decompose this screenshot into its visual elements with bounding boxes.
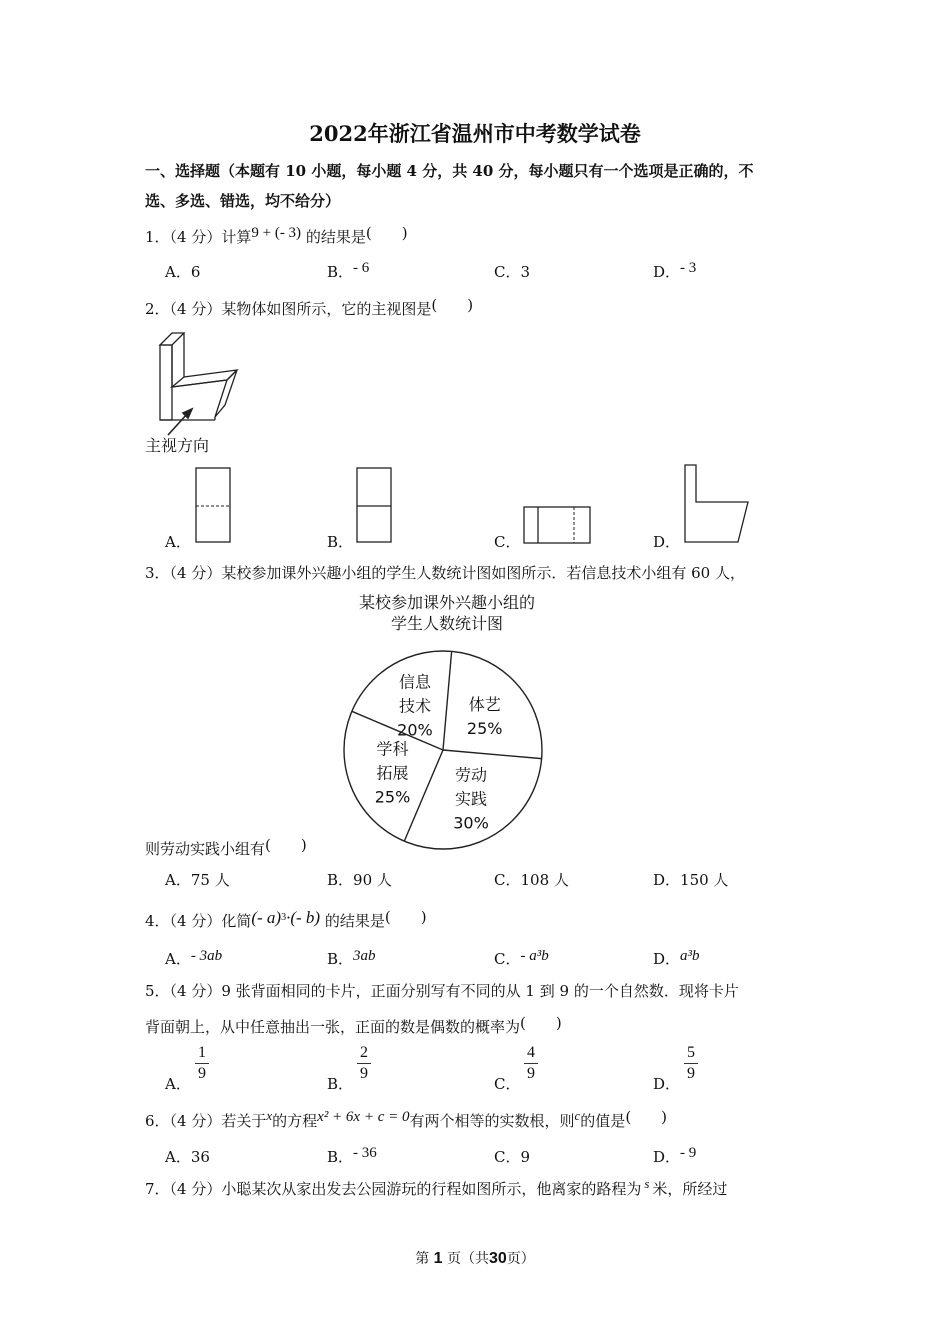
q5-option-c-fraction xyxy=(524,1044,538,1083)
pie-slice-percent: 20% xyxy=(397,720,433,740)
option-a-view-figure xyxy=(194,466,234,546)
option-value: 90 人 xyxy=(353,871,392,889)
q6-option-c[interactable] xyxy=(494,1146,530,1167)
question-5-line2: 背面朝上，从中任意抽出一张，正面的数是偶数的概率为 xyxy=(145,1018,521,1036)
object-3d-figure xyxy=(140,325,260,465)
q3-option-c[interactable] xyxy=(494,869,569,890)
question-1-suffix: 的结果是 xyxy=(305,228,366,246)
option-label: D． xyxy=(653,533,681,551)
pie-slice-label: 信息 xyxy=(398,672,431,692)
q3-option-b[interactable] xyxy=(327,869,392,890)
option-label: D． xyxy=(653,263,681,281)
q6-option-d[interactable] xyxy=(653,1146,696,1167)
numerator: 1 xyxy=(198,1044,206,1061)
numerator: 2 xyxy=(360,1044,368,1061)
question-6-equation: x² + 6x + c = 0 xyxy=(317,1109,410,1125)
option-value: 3 xyxy=(520,263,531,281)
chart-title-line2: 学生人数统计图 xyxy=(390,614,504,633)
option-d-view-figure xyxy=(682,462,752,546)
denominator: 9 xyxy=(198,1065,206,1082)
q4-option-c[interactable] xyxy=(494,948,549,969)
pie-slice-label: 技术 xyxy=(398,696,431,716)
question-7-suffix: 米，所经过 xyxy=(652,1180,728,1198)
section-heading-line2: 选、多选、错选，均不给分） xyxy=(145,192,341,210)
option-label: A． xyxy=(165,263,191,281)
variable-s: s xyxy=(644,1176,650,1191)
question-6-suffix: 的值是 xyxy=(580,1112,626,1130)
numerator: 5 xyxy=(687,1044,695,1061)
page-title: 2022年浙江省温州市中考数学试卷 xyxy=(309,121,641,146)
option-value: - 36 xyxy=(353,1145,377,1161)
answer-paren: ( ) xyxy=(265,836,307,854)
question-4 xyxy=(145,910,431,931)
q4-option-a[interactable] xyxy=(165,948,222,969)
option-value: 3ab xyxy=(353,948,376,964)
section-heading-line1: 一、选择题（本题有 10 小题，每小题 4 分，共 40 分，每小题只有一个选项是正确的，不 xyxy=(145,162,754,180)
question-4-exponent: 3 xyxy=(281,912,287,923)
q1-option-a[interactable] xyxy=(165,261,200,282)
option-label: B． xyxy=(327,533,354,551)
q1-option-c[interactable] xyxy=(494,261,530,282)
question-3 xyxy=(145,838,311,859)
q2-option-d[interactable] xyxy=(653,531,680,552)
question-4-expr-b: ·(- b) xyxy=(286,908,321,927)
option-label: D． xyxy=(653,871,681,889)
q1-option-d[interactable] xyxy=(653,261,696,282)
option-label: B． xyxy=(327,871,354,889)
question-1 xyxy=(145,226,412,247)
pie-slice-label: 实践 xyxy=(455,789,488,809)
question-4-prefix: 4．（4 分）化简 xyxy=(145,912,252,930)
q2-option-c[interactable] xyxy=(494,531,520,552)
option-value: - 3 xyxy=(680,260,697,276)
footer-pre: 第 xyxy=(415,1251,430,1267)
question-5 xyxy=(145,1016,566,1037)
q3-option-a[interactable] xyxy=(165,869,230,890)
question-2 xyxy=(145,298,477,319)
numerator: 4 xyxy=(527,1044,535,1061)
option-value: - 9 xyxy=(680,1145,697,1161)
option-value: - 6 xyxy=(353,260,370,276)
question-3-text2: 则劳动实践小组有 xyxy=(145,840,266,858)
denominator: 9 xyxy=(687,1065,695,1082)
option-label: D． xyxy=(653,1148,681,1166)
option-value: 9 xyxy=(520,1148,531,1166)
option-value: 150 人 xyxy=(680,871,729,889)
footer-total-pages: 30 xyxy=(489,1250,507,1267)
q5-option-b-fraction xyxy=(357,1044,371,1083)
pie-slice-percent: 30% xyxy=(453,813,489,833)
question-5-line1: 5．（4 分）9 张背面相同的卡片，正面分别写有不同的从 1 到 9 的一个自然数．现将卡片 xyxy=(145,982,739,1000)
question-6 xyxy=(145,1110,671,1131)
answer-paren: ( ) xyxy=(384,908,427,926)
question-2-text: 2．（4 分）某物体如图所示，它的主视图是 xyxy=(145,300,432,318)
option-label: C． xyxy=(494,263,521,281)
pie-slice-label: 体艺 xyxy=(468,695,501,715)
question-6-prefix: 6．（4 分）若关于 xyxy=(145,1112,267,1130)
pie-slice-percent: 25% xyxy=(466,719,503,739)
option-value: a³b xyxy=(680,948,700,964)
denominator: 9 xyxy=(360,1065,368,1082)
q4-option-b[interactable] xyxy=(327,948,376,969)
option-value: 6 xyxy=(190,263,201,281)
answer-paren: ( ) xyxy=(365,224,408,242)
option-value: 36 xyxy=(190,1148,210,1166)
answer-paren: ( ) xyxy=(625,1108,668,1126)
view-direction-caption: 主视方向 xyxy=(145,436,210,455)
q5-option-a-fraction xyxy=(195,1044,209,1083)
q1-option-b[interactable] xyxy=(327,261,369,282)
option-label: A． xyxy=(165,1148,191,1166)
option-label: A． xyxy=(165,950,191,968)
question-3-line1: 3．（4 分）某校参加课外兴趣小组的学生人数统计图如图所示．若信息技术小组有 60 人， xyxy=(145,564,745,582)
q6-option-b[interactable] xyxy=(327,1146,377,1167)
answer-paren: ( ) xyxy=(431,296,474,314)
q5-option-d-fraction xyxy=(684,1044,698,1083)
option-value: 75 人 xyxy=(190,871,230,889)
question-6-mid1: 的方程 xyxy=(272,1112,318,1130)
footer-page-number: 1 xyxy=(433,1250,443,1267)
footer-mid: 页（共 xyxy=(447,1251,489,1267)
page-footer xyxy=(0,1248,950,1268)
q2-option-b[interactable] xyxy=(327,531,353,552)
variable-c: c xyxy=(574,1108,581,1123)
chart-title-line1: 某校参加课外兴趣小组的 xyxy=(358,593,536,612)
answer-paren: ( ) xyxy=(520,1014,562,1032)
q4-option-d[interactable] xyxy=(653,948,700,969)
option-label: B． xyxy=(327,263,354,281)
question-7 xyxy=(145,1178,727,1199)
option-value: - 3ab xyxy=(190,948,223,964)
option-b-view-figure xyxy=(355,466,395,546)
q5-option-d-label[interactable]: D． xyxy=(653,1075,681,1093)
option-label: A． xyxy=(165,533,191,551)
option-label: A． xyxy=(165,871,191,889)
q3-option-d[interactable] xyxy=(653,869,728,890)
variable-x: x xyxy=(266,1108,273,1123)
pie-slice-label: 劳动 xyxy=(455,765,488,785)
option-label: B． xyxy=(327,950,354,968)
q5-option-c-label[interactable]: C． xyxy=(494,1075,521,1093)
q5-option-b-label[interactable]: B． xyxy=(327,1075,354,1093)
option-label: C． xyxy=(494,533,521,551)
option-label: C． xyxy=(494,950,521,968)
question-7-prefix: 7．（4 分）小聪某次从家出发去公园游玩的行程如图所示，他离家的路程为 xyxy=(145,1180,642,1198)
pie-slice-label: 拓展 xyxy=(376,763,409,783)
option-label: C． xyxy=(494,1148,521,1166)
footer-post: 页） xyxy=(506,1251,535,1267)
option-c-view-figure xyxy=(522,505,594,547)
question-4-suffix: 的结果是 xyxy=(324,912,385,930)
pie-slice-percent: 25% xyxy=(374,787,411,807)
q5-option-a-label[interactable]: A． xyxy=(165,1075,191,1093)
option-label: B． xyxy=(327,1148,354,1166)
option-value: 108 人 xyxy=(520,871,569,889)
q2-option-a[interactable] xyxy=(165,531,191,552)
option-value: - a³b xyxy=(520,948,549,964)
q6-option-a[interactable] xyxy=(165,1146,210,1167)
option-label: C． xyxy=(494,871,521,889)
denominator: 9 xyxy=(527,1065,535,1082)
question-4-expr-a: (- a) xyxy=(251,908,282,927)
option-label: D． xyxy=(653,950,681,968)
question-1-prefix: 1．（4 分）计算 xyxy=(145,228,252,246)
pie-chart xyxy=(330,588,560,860)
question-6-mid2: 有两个相等的实数根，则 xyxy=(409,1112,575,1130)
pie-slice-label: 学科 xyxy=(376,739,409,759)
question-1-expression: 9 + (- 3) xyxy=(251,225,302,241)
